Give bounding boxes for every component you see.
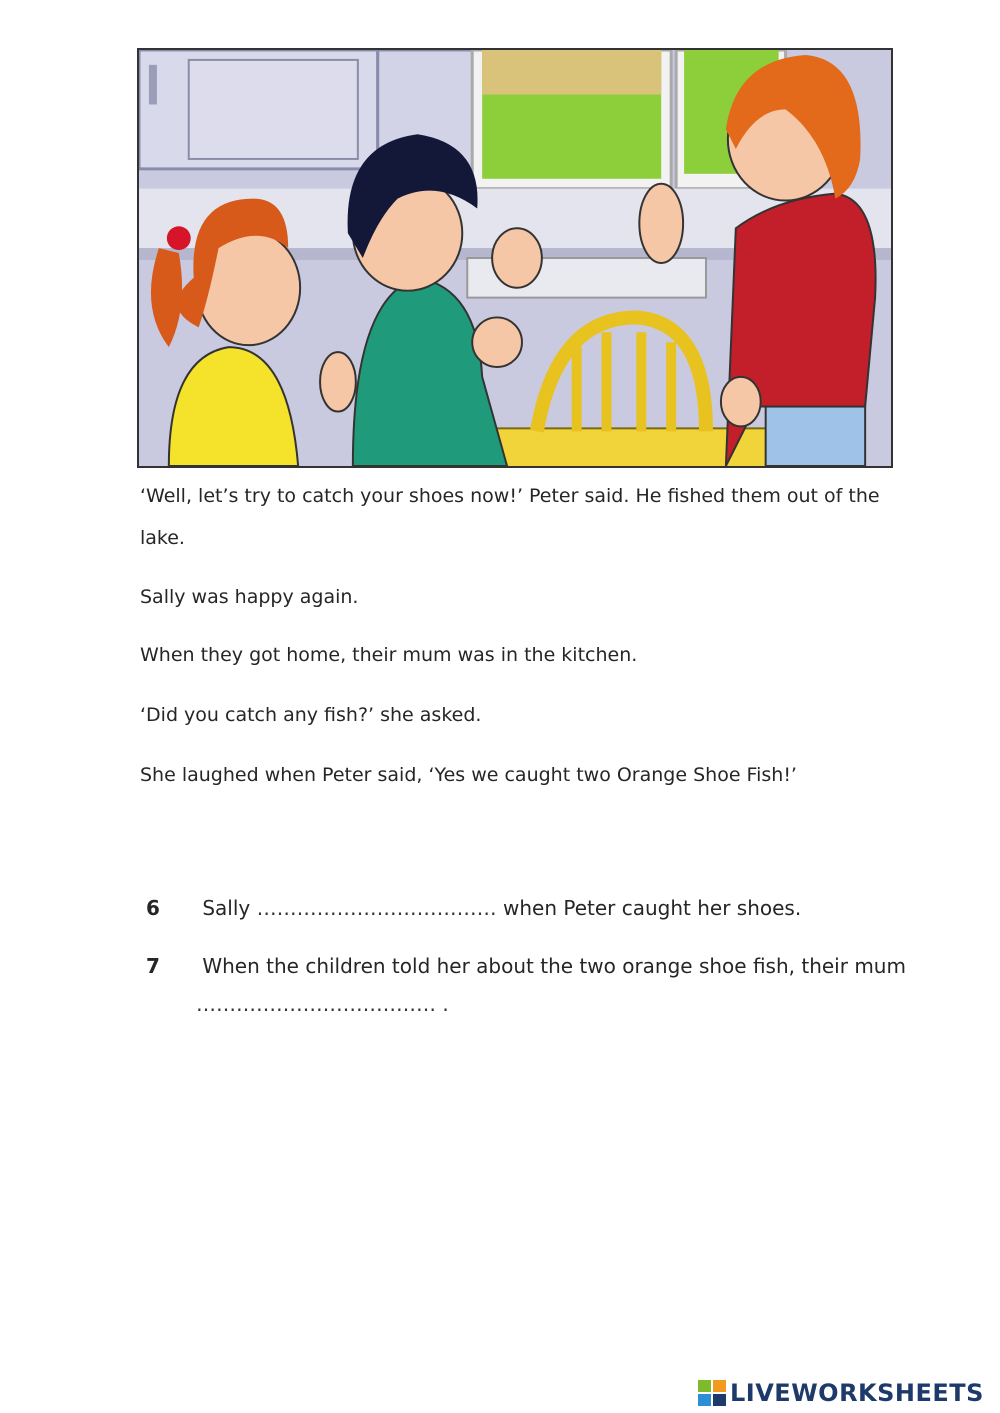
story-paragraph-1: ‘Well, let’s try to catch your shoes now!’ Peter said. He fished them out of the lake. [140, 485, 880, 549]
logo-text: LIVEWORKSHEETS [730, 1379, 984, 1407]
story-paragraph-2: Sally was happy again. [140, 586, 359, 608]
answer-blank-6[interactable]: ……………………………… [256, 896, 497, 920]
answer-line-7 [196, 992, 449, 1016]
kitchen-illustration [137, 48, 893, 468]
question-text: When the children told her about the two orange shoe fish, their mum [202, 954, 906, 978]
liveworksheets-logo-icon [698, 1380, 726, 1406]
question-number: 6 [146, 896, 160, 920]
liveworksheets-logo[interactable] [698, 1378, 984, 1408]
answer-blank-7[interactable]: ……………………………… [196, 992, 436, 1016]
question-number: 7 [146, 954, 160, 978]
question-7 [146, 954, 906, 978]
question-text-after: when Peter caught her shoes. [502, 896, 802, 920]
story-paragraph-3: When they got home, their mum was in the kitchen. [140, 644, 638, 666]
question-text-before: Sally [202, 896, 251, 920]
question-6 [146, 896, 801, 920]
story-paragraph-5: She laughed when Peter said, ‘Yes we caught two Orange Shoe Fish!’ [140, 764, 797, 786]
kitchen-scene-image [139, 50, 891, 466]
story-paragraph-4: ‘Did you catch any fish?’ she asked. [140, 704, 482, 726]
answer-period: . [442, 992, 449, 1016]
